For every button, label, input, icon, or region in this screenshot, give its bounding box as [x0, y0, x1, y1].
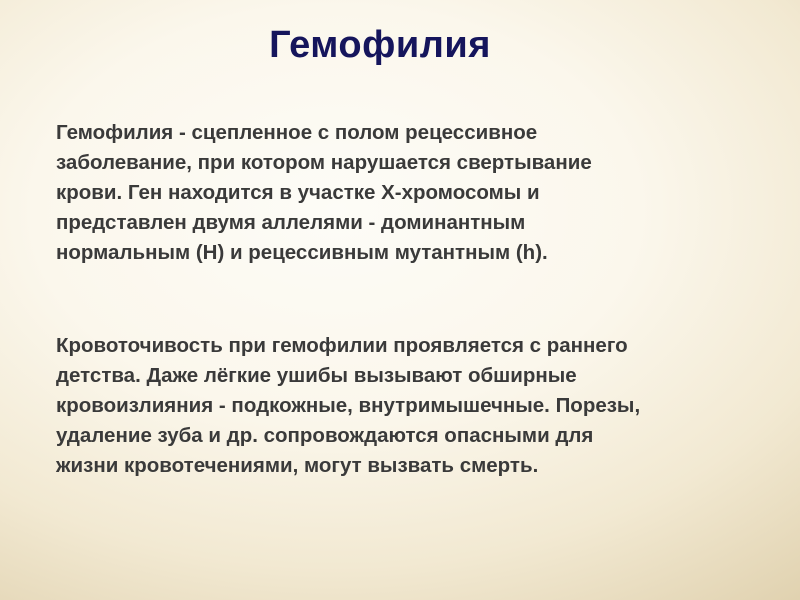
slide-title: Гемофилия [269, 24, 491, 66]
paragraph-symptoms: Кровоточивость при гемофилии проявляется с раннего детства. Даже лёгкие ушибы вызывают обширные кровоизлияния - подкожные, внутримышечные. Порезы, удаление зуба и др. сопровождаются опасными для жизни кровотечениями, могут вызвать смерть. [56, 334, 641, 477]
paragraph-definition: Гемофилия - сцепленное с полом рецессивное заболевание, при котором нарушается свертывание крови. Ген находится в участке Х-хромосомы и представлен двумя аллелями - доминантным нормальным (Н) и рецессивным мутантным (h). [56, 121, 592, 264]
